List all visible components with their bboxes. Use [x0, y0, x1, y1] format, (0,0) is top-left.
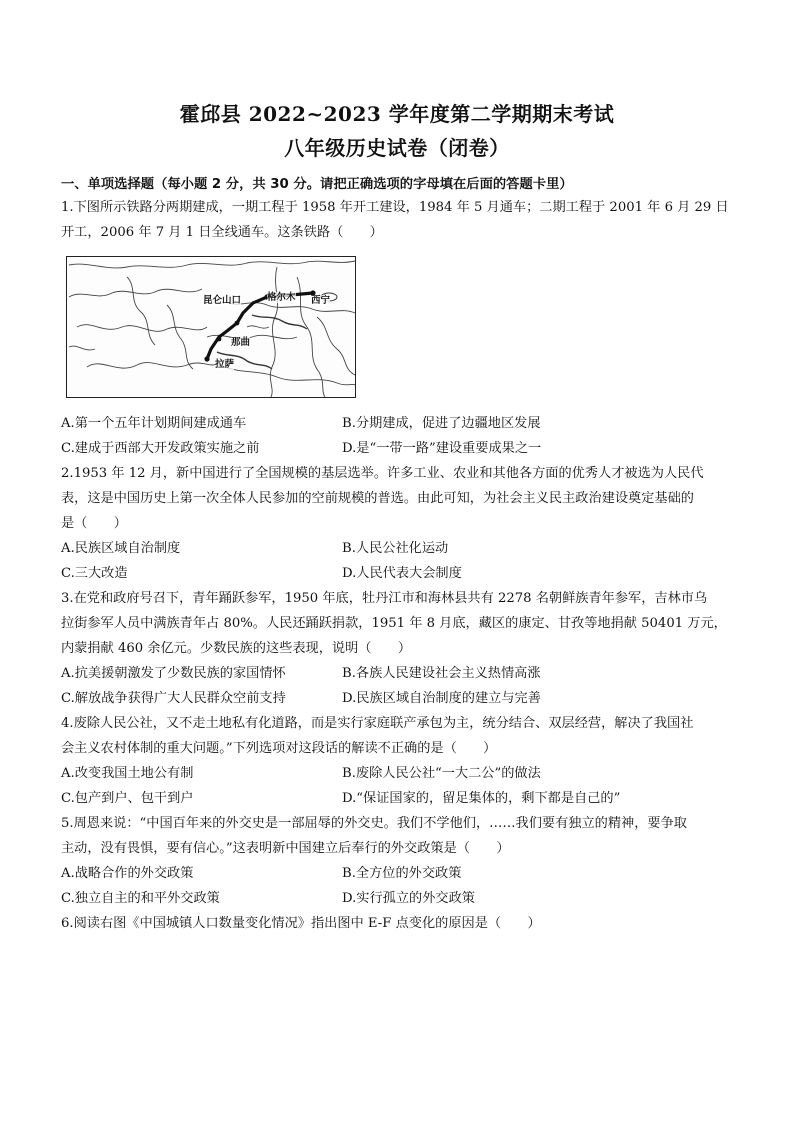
question-3-option-b: B.各族人民建设社会主义热情高涨: [342, 666, 541, 681]
question-3-option-c: C.解放战争获得广大人民群众空前支持: [61, 691, 286, 706]
map-label-kunlun-pass: 昆仑山口: [203, 295, 242, 306]
question-2-line-3: 是（ ）: [61, 516, 127, 531]
question-4-option-b: B.废除人民公社“一大二公”的做法: [342, 766, 541, 781]
map-label-golmud: 格尔木: [267, 292, 296, 303]
question-3-option-a: A.抗美援朝激发了少数民族的家国情怀: [61, 666, 286, 681]
question-1-option-a: A.第一个五年计划期间建成通车: [61, 416, 247, 431]
question-4-option-c: C.包产到户、包干到户: [61, 791, 194, 806]
railway-map-drawing: [67, 257, 357, 399]
question-4-line-1: 4.废除人民公社，又不走土地私有化道路，而是实行家庭联产承包为主，统分结合、双层经营，解决了我国社: [61, 716, 694, 731]
question-3-line-3: 内蒙捐献 460 余亿元。少数民族的这些表现，说明（ ）: [61, 641, 412, 656]
question-4-line-2: 会主义农村体制的重大问题。”下列选项对这段话的解读不正确的是（ ）: [61, 741, 497, 756]
question-2-option-d: D.人民代表大会制度: [342, 566, 462, 581]
question-1-line-1: 1.下图所示铁路分两期建成，一期工程于 1958 年开工建设，1984 年 5 月通车；二期工程于 2001 年 6 月 29 日: [61, 200, 729, 215]
map-label-lhasa: 拉萨: [215, 359, 235, 370]
map-label-nagqu: 那曲: [231, 337, 251, 348]
question-5-option-a: A.战略合作的外交政策: [61, 866, 194, 881]
question-1-line-2: 开工，2006 年 7 月 1 日全线通车。这条铁路（ ）: [61, 225, 383, 240]
exam-title: 霍邱县 2022~2023 学年度第二学期期末考试: [179, 102, 615, 126]
railway-map: [66, 256, 356, 398]
question-5-line-2: 主动，没有畏惧，要有信心。”这表明新中国建立后奉行的外交政策是（ ）: [61, 841, 510, 856]
question-4-option-a: A.改变我国土地公有制: [61, 766, 194, 781]
question-3-line-2: 拉街参军人员中满族青年占 80%。人民还踊跃捐款，1951 年 8 月底，藏区的康定、甘孜等地捐献 50401 万元，: [61, 616, 727, 631]
question-2-option-a: A.民族区域自治制度: [61, 541, 181, 556]
question-5-option-b: B.全方位的外交政策: [342, 866, 462, 881]
question-5-line-1: 5.周恩来说：“中国百年来的外交史是一部屈辱的外交史。我们不学他们，……我们要有独立的精神，要争取: [61, 816, 687, 831]
section-heading: 一、单项选择题（每小题 2 分，共 30 分。请把正确选项的字母填在后面的答题卡里）: [61, 177, 573, 192]
question-1-option-d: D.是“一带一路”建设重要成果之一: [342, 441, 542, 456]
question-4-option-d: D.“保证国家的，留足集体的，剩下都是自己的”: [342, 791, 621, 806]
exam-subtitle: 八年级历史试卷（闭卷）: [284, 136, 510, 160]
map-label-xining: 西宁: [311, 295, 331, 306]
question-2-line-2: 表，这是中国历史上第一次全体人民参加的空前规模的普选。由此可知，为社会主义民主政治建设奠定基础的: [61, 491, 694, 506]
question-1-option-c: C.建成于西部大开发政策实施之前: [61, 441, 260, 456]
question-3-option-d: D.民族区域自治制度的建立与完善: [342, 691, 541, 706]
question-2-option-c: C.三大改造: [61, 566, 128, 581]
question-2-option-b: B.人民公社化运动: [342, 541, 449, 556]
question-2-line-1: 2.1953 年 12 月，新中国进行了全国规模的基层选举。许多工业、农业和其他各方面的优秀人才被选为人民代: [61, 466, 704, 481]
question-6-line-1: 6.阅读右图《中国城镇人口数量变化情况》指出图中 E-F 点变化的原因是（ ）: [61, 916, 541, 931]
question-1-option-b: B.分期建成，促进了边疆地区发展: [342, 416, 541, 431]
question-3-line-1: 3.在党和政府号召下，青年踊跃参军，1950 年底，牡丹江市和海林县共有 2278 名朝鲜族青年参军，吉林市乌: [61, 591, 708, 606]
question-5-option-c: C.独立自主的和平外交政策: [61, 891, 220, 906]
question-5-option-d: D.实行孤立的外交政策: [342, 891, 475, 906]
